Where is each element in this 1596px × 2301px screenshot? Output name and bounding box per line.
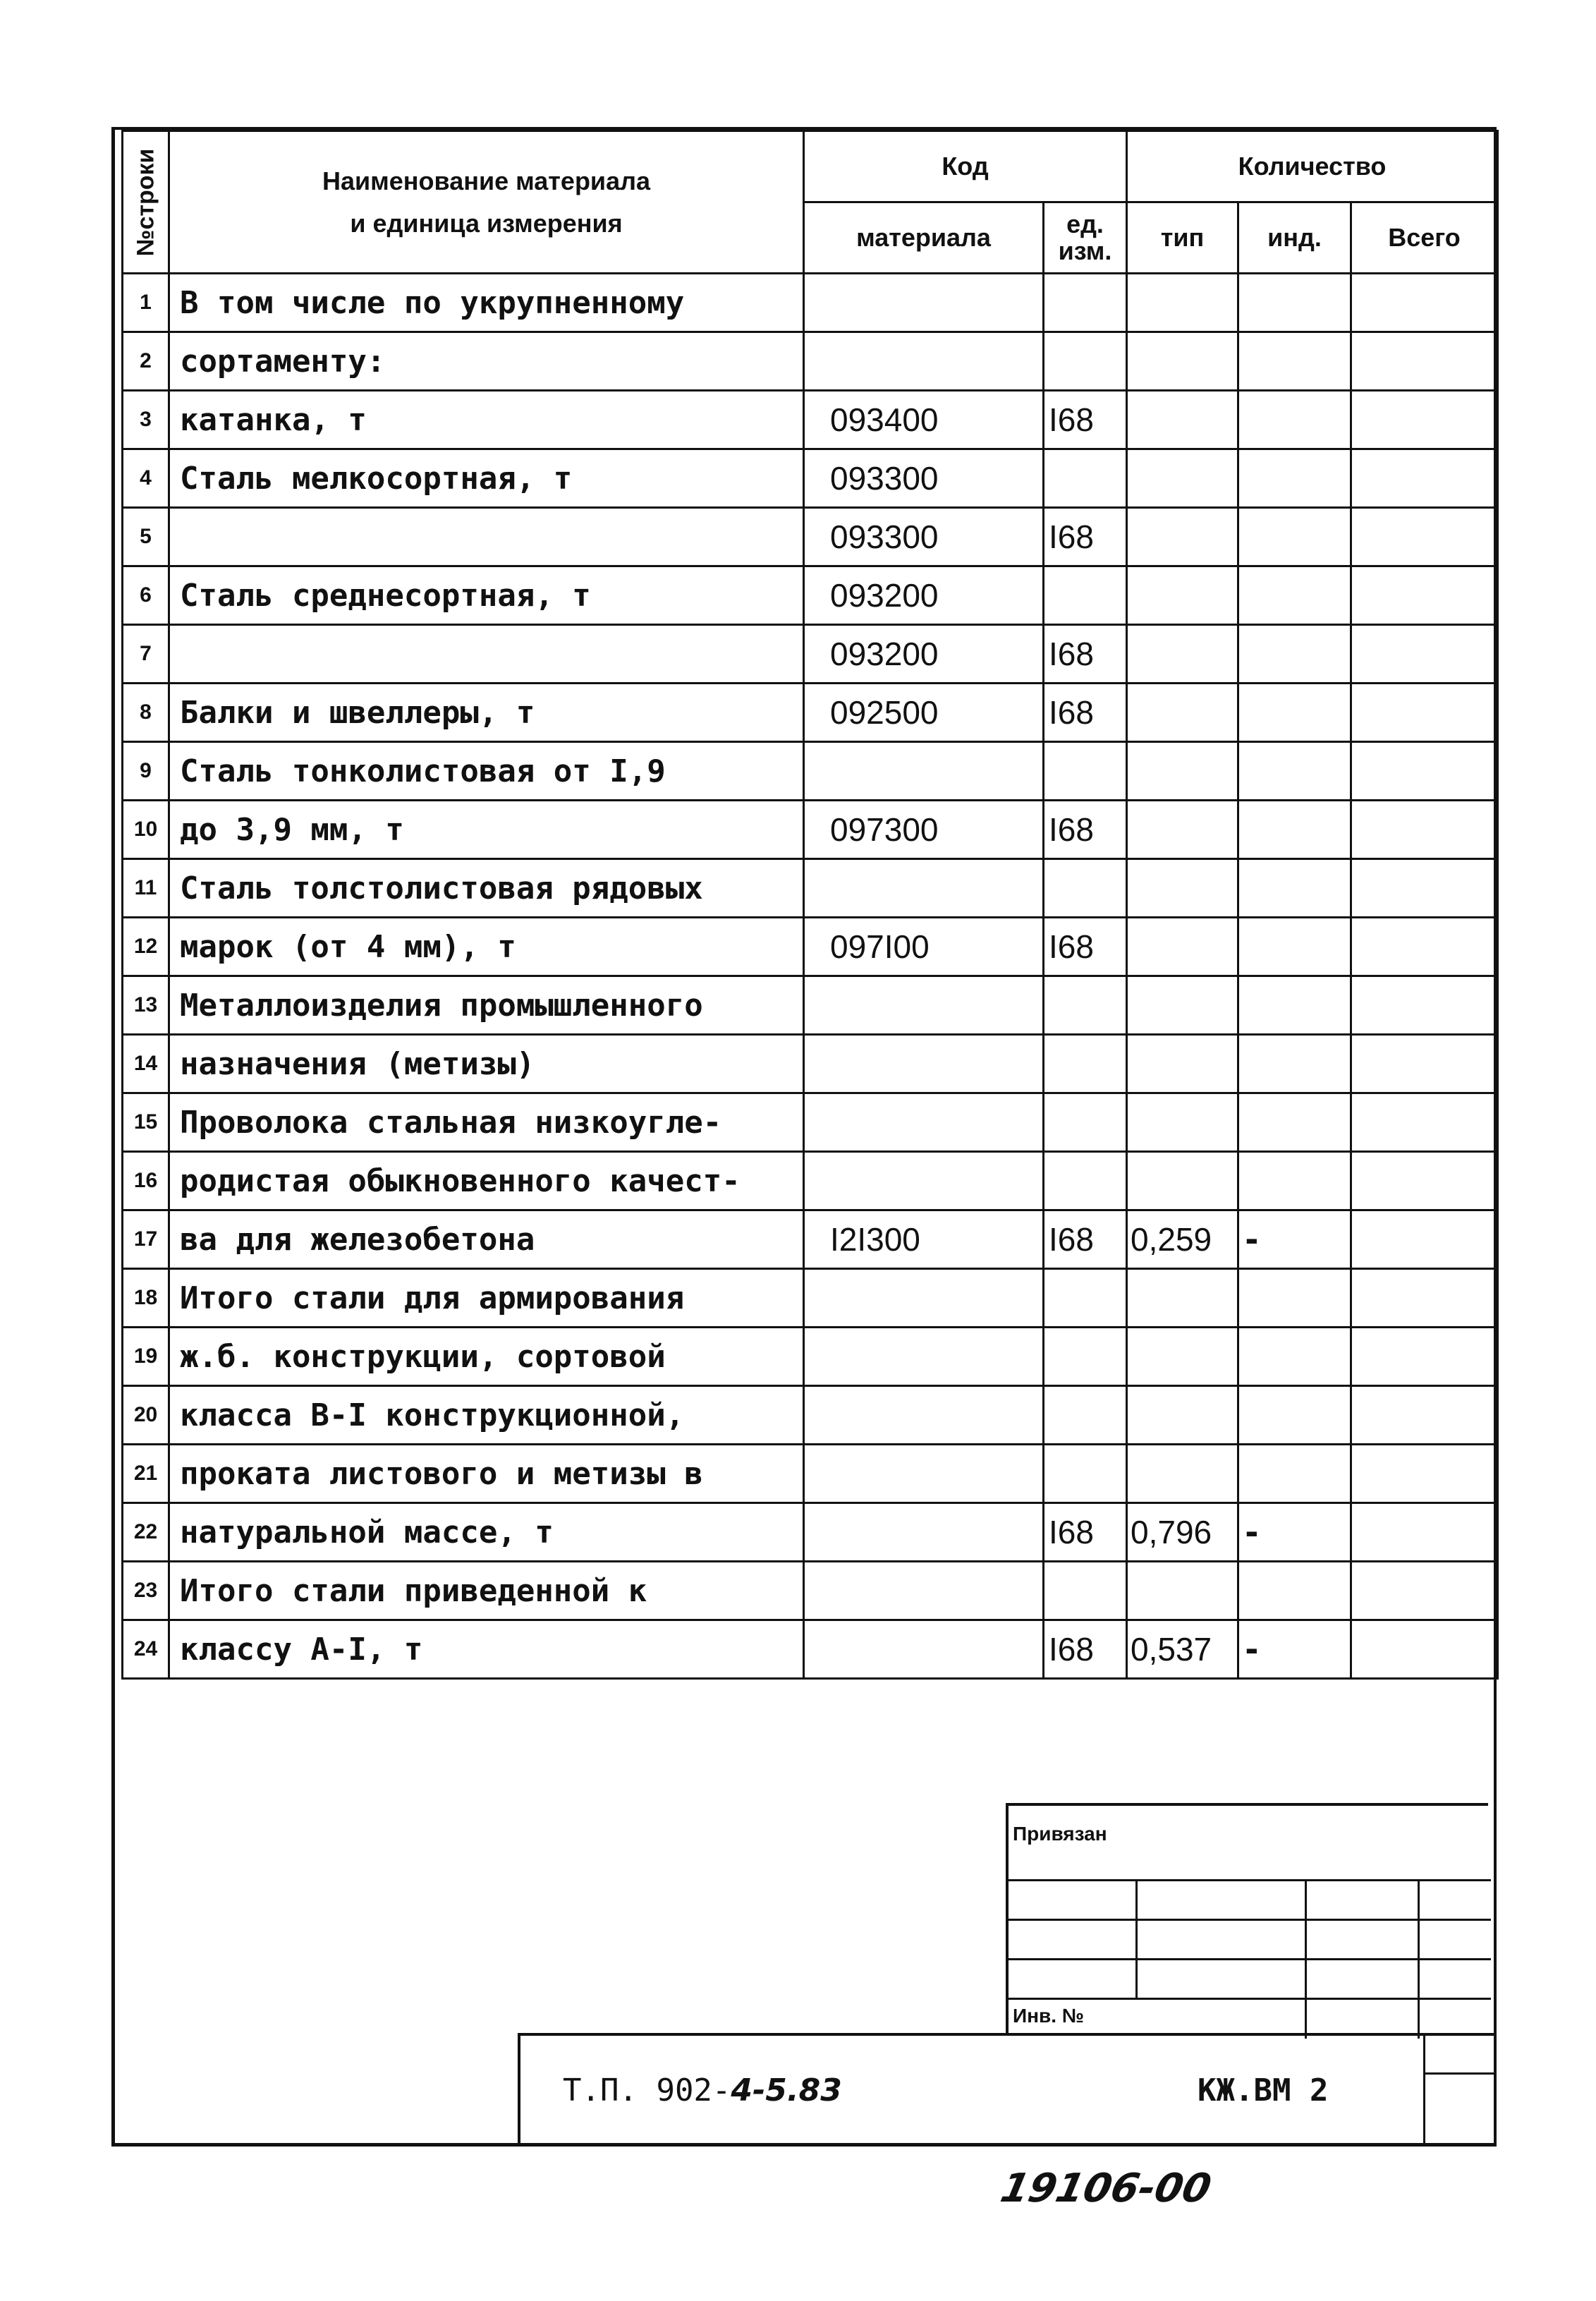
unit-code <box>1044 1562 1127 1620</box>
material-name <box>169 508 804 566</box>
quantity-total <box>1351 684 1498 742</box>
quantity-total <box>1351 1035 1498 1093</box>
attachment-stamp <box>1006 1803 1488 2036</box>
material-name: марок (от 4 мм), т <box>169 918 804 976</box>
row-number: 14 <box>123 1035 169 1093</box>
unit-code <box>1044 1093 1127 1152</box>
material-name: Итого стали приведенной к <box>169 1562 804 1620</box>
quantity-ind <box>1238 1093 1351 1152</box>
material-name: натуральной массе, т <box>169 1503 804 1562</box>
quantity-ind: - <box>1238 1210 1351 1269</box>
quantity-type: 0,796 <box>1127 1503 1238 1562</box>
material-code <box>804 1152 1044 1210</box>
inventory-number-label: Инв. № <box>1013 2005 1085 2027</box>
quantity-ind <box>1238 1328 1351 1386</box>
material-name: класса В-I конструкционной, <box>169 1386 804 1445</box>
quantity-total <box>1351 1386 1498 1445</box>
unit-code: I68 <box>1044 391 1127 449</box>
quantity-type <box>1127 1328 1238 1386</box>
quantity-ind <box>1238 742 1351 801</box>
quantity-ind <box>1238 1269 1351 1328</box>
table-row <box>123 1269 1498 1328</box>
row-number: 22 <box>123 1503 169 1562</box>
quantity-total <box>1351 1503 1498 1562</box>
row-number: 13 <box>123 976 169 1035</box>
table-row <box>123 566 1498 625</box>
quantity-type <box>1127 1093 1238 1152</box>
row-number: 3 <box>123 391 169 449</box>
row-number: 11 <box>123 859 169 918</box>
material-name: В том числе по укрупненному <box>169 274 804 332</box>
row-number: 18 <box>123 1269 169 1328</box>
title-block <box>518 2033 1497 2147</box>
total-header: Всего <box>1351 202 1498 274</box>
material-code: 093200 <box>804 625 1044 684</box>
quantity-total <box>1351 391 1498 449</box>
row-number: 16 <box>123 1152 169 1210</box>
material-name-header: Наименование материала и единица измерения <box>169 131 804 274</box>
row-number: 23 <box>123 1562 169 1620</box>
material-code: 097300 <box>804 801 1044 859</box>
quantity-total <box>1351 1210 1498 1269</box>
unit-code: I68 <box>1044 508 1127 566</box>
row-number: 19 <box>123 1328 169 1386</box>
table-body <box>123 274 1498 1679</box>
material-name: Балки и швеллеры, т <box>169 684 804 742</box>
table-row <box>123 391 1498 449</box>
quantity-ind: - <box>1238 1620 1351 1679</box>
material-code <box>804 1269 1044 1328</box>
sheet-code: КЖ.ВМ 2 <box>1198 2072 1329 2108</box>
quantity-total <box>1351 918 1498 976</box>
table-row <box>123 449 1498 508</box>
quantity-total <box>1351 566 1498 625</box>
quantity-total <box>1351 1445 1498 1503</box>
quantity-total <box>1351 332 1498 391</box>
material-name: ж.б. конструкции, сортовой <box>169 1328 804 1386</box>
document-number: Т.П. 902-4-5.83 <box>563 2072 842 2108</box>
table-row <box>123 918 1498 976</box>
quantity-total <box>1351 742 1498 801</box>
material-code <box>804 1445 1044 1503</box>
material-name: Сталь толстолистовая рядовых <box>169 859 804 918</box>
unit-code <box>1044 274 1127 332</box>
row-number: 7 <box>123 625 169 684</box>
table-row <box>123 1445 1498 1503</box>
table-row <box>123 1093 1498 1152</box>
unit-code <box>1044 1035 1127 1093</box>
quantity-ind <box>1238 332 1351 391</box>
quantity-total <box>1351 508 1498 566</box>
quantity-total <box>1351 449 1498 508</box>
quantity-type <box>1127 332 1238 391</box>
quantity-type <box>1127 1386 1238 1445</box>
title-block-divider <box>1423 2036 1425 2147</box>
quantity-type <box>1127 742 1238 801</box>
material-code: 092500 <box>804 684 1044 742</box>
table-row <box>123 332 1498 391</box>
quantity-ind <box>1238 684 1351 742</box>
quantity-ind <box>1238 449 1351 508</box>
quantity-type <box>1127 801 1238 859</box>
material-code: 093300 <box>804 449 1044 508</box>
quantity-type <box>1127 918 1238 976</box>
quantity-type <box>1127 684 1238 742</box>
stamp-line <box>1305 1879 1307 2039</box>
unit-code <box>1044 332 1127 391</box>
quantity-total <box>1351 1620 1498 1679</box>
quantity-type <box>1127 274 1238 332</box>
stamp-line <box>1418 1879 1420 2039</box>
unit-code <box>1044 859 1127 918</box>
material-code: 093300 <box>804 508 1044 566</box>
row-number: 5 <box>123 508 169 566</box>
material-name: Сталь тонколистовая от I,9 <box>169 742 804 801</box>
table-row <box>123 742 1498 801</box>
unit-code: I68 <box>1044 625 1127 684</box>
quantity-total <box>1351 274 1498 332</box>
quantity-type <box>1127 1035 1238 1093</box>
material-code <box>804 274 1044 332</box>
row-number: 1 <box>123 274 169 332</box>
material-name: сортаменту: <box>169 332 804 391</box>
quantity-ind <box>1238 274 1351 332</box>
quantity-ind <box>1238 976 1351 1035</box>
material-name: родистая обыкновенного качест- <box>169 1152 804 1210</box>
quantity-type <box>1127 1269 1238 1328</box>
material-name: Итого стали для армирования <box>169 1269 804 1328</box>
quantity-total <box>1351 1093 1498 1152</box>
material-name: катанка, т <box>169 391 804 449</box>
table-row <box>123 1210 1498 1269</box>
quantity-type <box>1127 391 1238 449</box>
quantity-total <box>1351 625 1498 684</box>
unit-code: I68 <box>1044 1620 1127 1679</box>
quantity-type <box>1127 1152 1238 1210</box>
quantity-type <box>1127 566 1238 625</box>
table-row <box>123 1620 1498 1679</box>
unit-code <box>1044 742 1127 801</box>
quantity-ind <box>1238 1035 1351 1093</box>
material-code <box>804 742 1044 801</box>
table-row <box>123 1328 1498 1386</box>
unit-code <box>1044 976 1127 1035</box>
table-row <box>123 859 1498 918</box>
quantity-ind <box>1238 508 1351 566</box>
row-number: 20 <box>123 1386 169 1445</box>
material-name: Сталь среднесортная, т <box>169 566 804 625</box>
material-code: 093400 <box>804 391 1044 449</box>
material-name: до 3,9 мм, т <box>169 801 804 859</box>
unit-code: I68 <box>1044 918 1127 976</box>
material-code <box>804 1503 1044 1562</box>
quantity-type <box>1127 508 1238 566</box>
row-number: 2 <box>123 332 169 391</box>
table-row <box>123 1035 1498 1093</box>
ind-header: инд. <box>1238 202 1351 274</box>
material-name: Металлоизделия промышленного <box>169 976 804 1035</box>
unit-code: I68 <box>1044 1210 1127 1269</box>
row-number: 8 <box>123 684 169 742</box>
material-name: назначения (метизы) <box>169 1035 804 1093</box>
material-code-header: материала <box>804 202 1044 274</box>
row-number: 4 <box>123 449 169 508</box>
code-header: Код <box>804 131 1127 202</box>
material-code: I2I300 <box>804 1210 1044 1269</box>
table-row <box>123 684 1498 742</box>
stamp-line <box>1135 1879 1138 1999</box>
quantity-ind <box>1238 801 1351 859</box>
material-name: классу А-I, т <box>169 1620 804 1679</box>
quantity-total <box>1351 1562 1498 1620</box>
material-name: Проволока стальная низкоугле- <box>169 1093 804 1152</box>
quantity-total <box>1351 976 1498 1035</box>
quantity-type <box>1127 625 1238 684</box>
quantity-total <box>1351 859 1498 918</box>
unit-code <box>1044 1152 1127 1210</box>
row-number: 24 <box>123 1620 169 1679</box>
row-number: 10 <box>123 801 169 859</box>
quantity-total <box>1351 1152 1498 1210</box>
table-row <box>123 1386 1498 1445</box>
table-row <box>123 976 1498 1035</box>
material-code <box>804 1035 1044 1093</box>
quantity-ind <box>1238 566 1351 625</box>
quantity-ind <box>1238 1152 1351 1210</box>
quantity-type <box>1127 976 1238 1035</box>
material-code <box>804 1620 1044 1679</box>
row-number: 6 <box>123 566 169 625</box>
handwritten-number: 19106-00 <box>997 2166 1215 2211</box>
unit-code <box>1044 1445 1127 1503</box>
material-code <box>804 976 1044 1035</box>
quantity-header: Количество <box>1127 131 1498 202</box>
material-code <box>804 859 1044 918</box>
unit-code <box>1044 1328 1127 1386</box>
quantity-type <box>1127 859 1238 918</box>
table-row <box>123 801 1498 859</box>
quantity-total <box>1351 801 1498 859</box>
material-code: 097I00 <box>804 918 1044 976</box>
material-code <box>804 1328 1044 1386</box>
unit-code: I68 <box>1044 684 1127 742</box>
quantity-type <box>1127 449 1238 508</box>
unit-code <box>1044 1386 1127 1445</box>
quantity-type: 0,537 <box>1127 1620 1238 1679</box>
table-row <box>123 1562 1498 1620</box>
quantity-ind: - <box>1238 1503 1351 1562</box>
table-row <box>123 274 1498 332</box>
quantity-type <box>1127 1445 1238 1503</box>
table-row <box>123 1152 1498 1210</box>
material-name: ва для железобетона <box>169 1210 804 1269</box>
quantity-ind <box>1238 1562 1351 1620</box>
row-number-header: №строки <box>123 131 169 274</box>
quantity-total <box>1351 1328 1498 1386</box>
quantity-ind <box>1238 859 1351 918</box>
row-number: 21 <box>123 1445 169 1503</box>
attached-label: Привязан <box>1013 1823 1107 1845</box>
quantity-ind <box>1238 1445 1351 1503</box>
unit-code <box>1044 566 1127 625</box>
table-row <box>123 508 1498 566</box>
material-code <box>804 332 1044 391</box>
table-row <box>123 1503 1498 1562</box>
row-number: 15 <box>123 1093 169 1152</box>
row-number: 12 <box>123 918 169 976</box>
material-name: Сталь мелкосортная, т <box>169 449 804 508</box>
unit-code: I68 <box>1044 1503 1127 1562</box>
quantity-ind <box>1238 625 1351 684</box>
quantity-ind <box>1238 918 1351 976</box>
quantity-total <box>1351 1269 1498 1328</box>
title-block-divider <box>1423 2072 1497 2075</box>
quantity-type: 0,259 <box>1127 1210 1238 1269</box>
quantity-ind <box>1238 1386 1351 1445</box>
table-row <box>123 625 1498 684</box>
unit-code <box>1044 1269 1127 1328</box>
row-number: 9 <box>123 742 169 801</box>
material-code <box>804 1562 1044 1620</box>
material-name <box>169 625 804 684</box>
row-number: 17 <box>123 1210 169 1269</box>
unit-code <box>1044 449 1127 508</box>
material-code <box>804 1093 1044 1152</box>
material-code: 093200 <box>804 566 1044 625</box>
unit-header: ед. изм. <box>1044 202 1127 274</box>
material-name: проката листового и метизы в <box>169 1445 804 1503</box>
material-code <box>804 1386 1044 1445</box>
type-header: тип <box>1127 202 1238 274</box>
quantity-ind <box>1238 391 1351 449</box>
quantity-type <box>1127 1562 1238 1620</box>
materials-table <box>121 130 1499 1680</box>
unit-code: I68 <box>1044 801 1127 859</box>
